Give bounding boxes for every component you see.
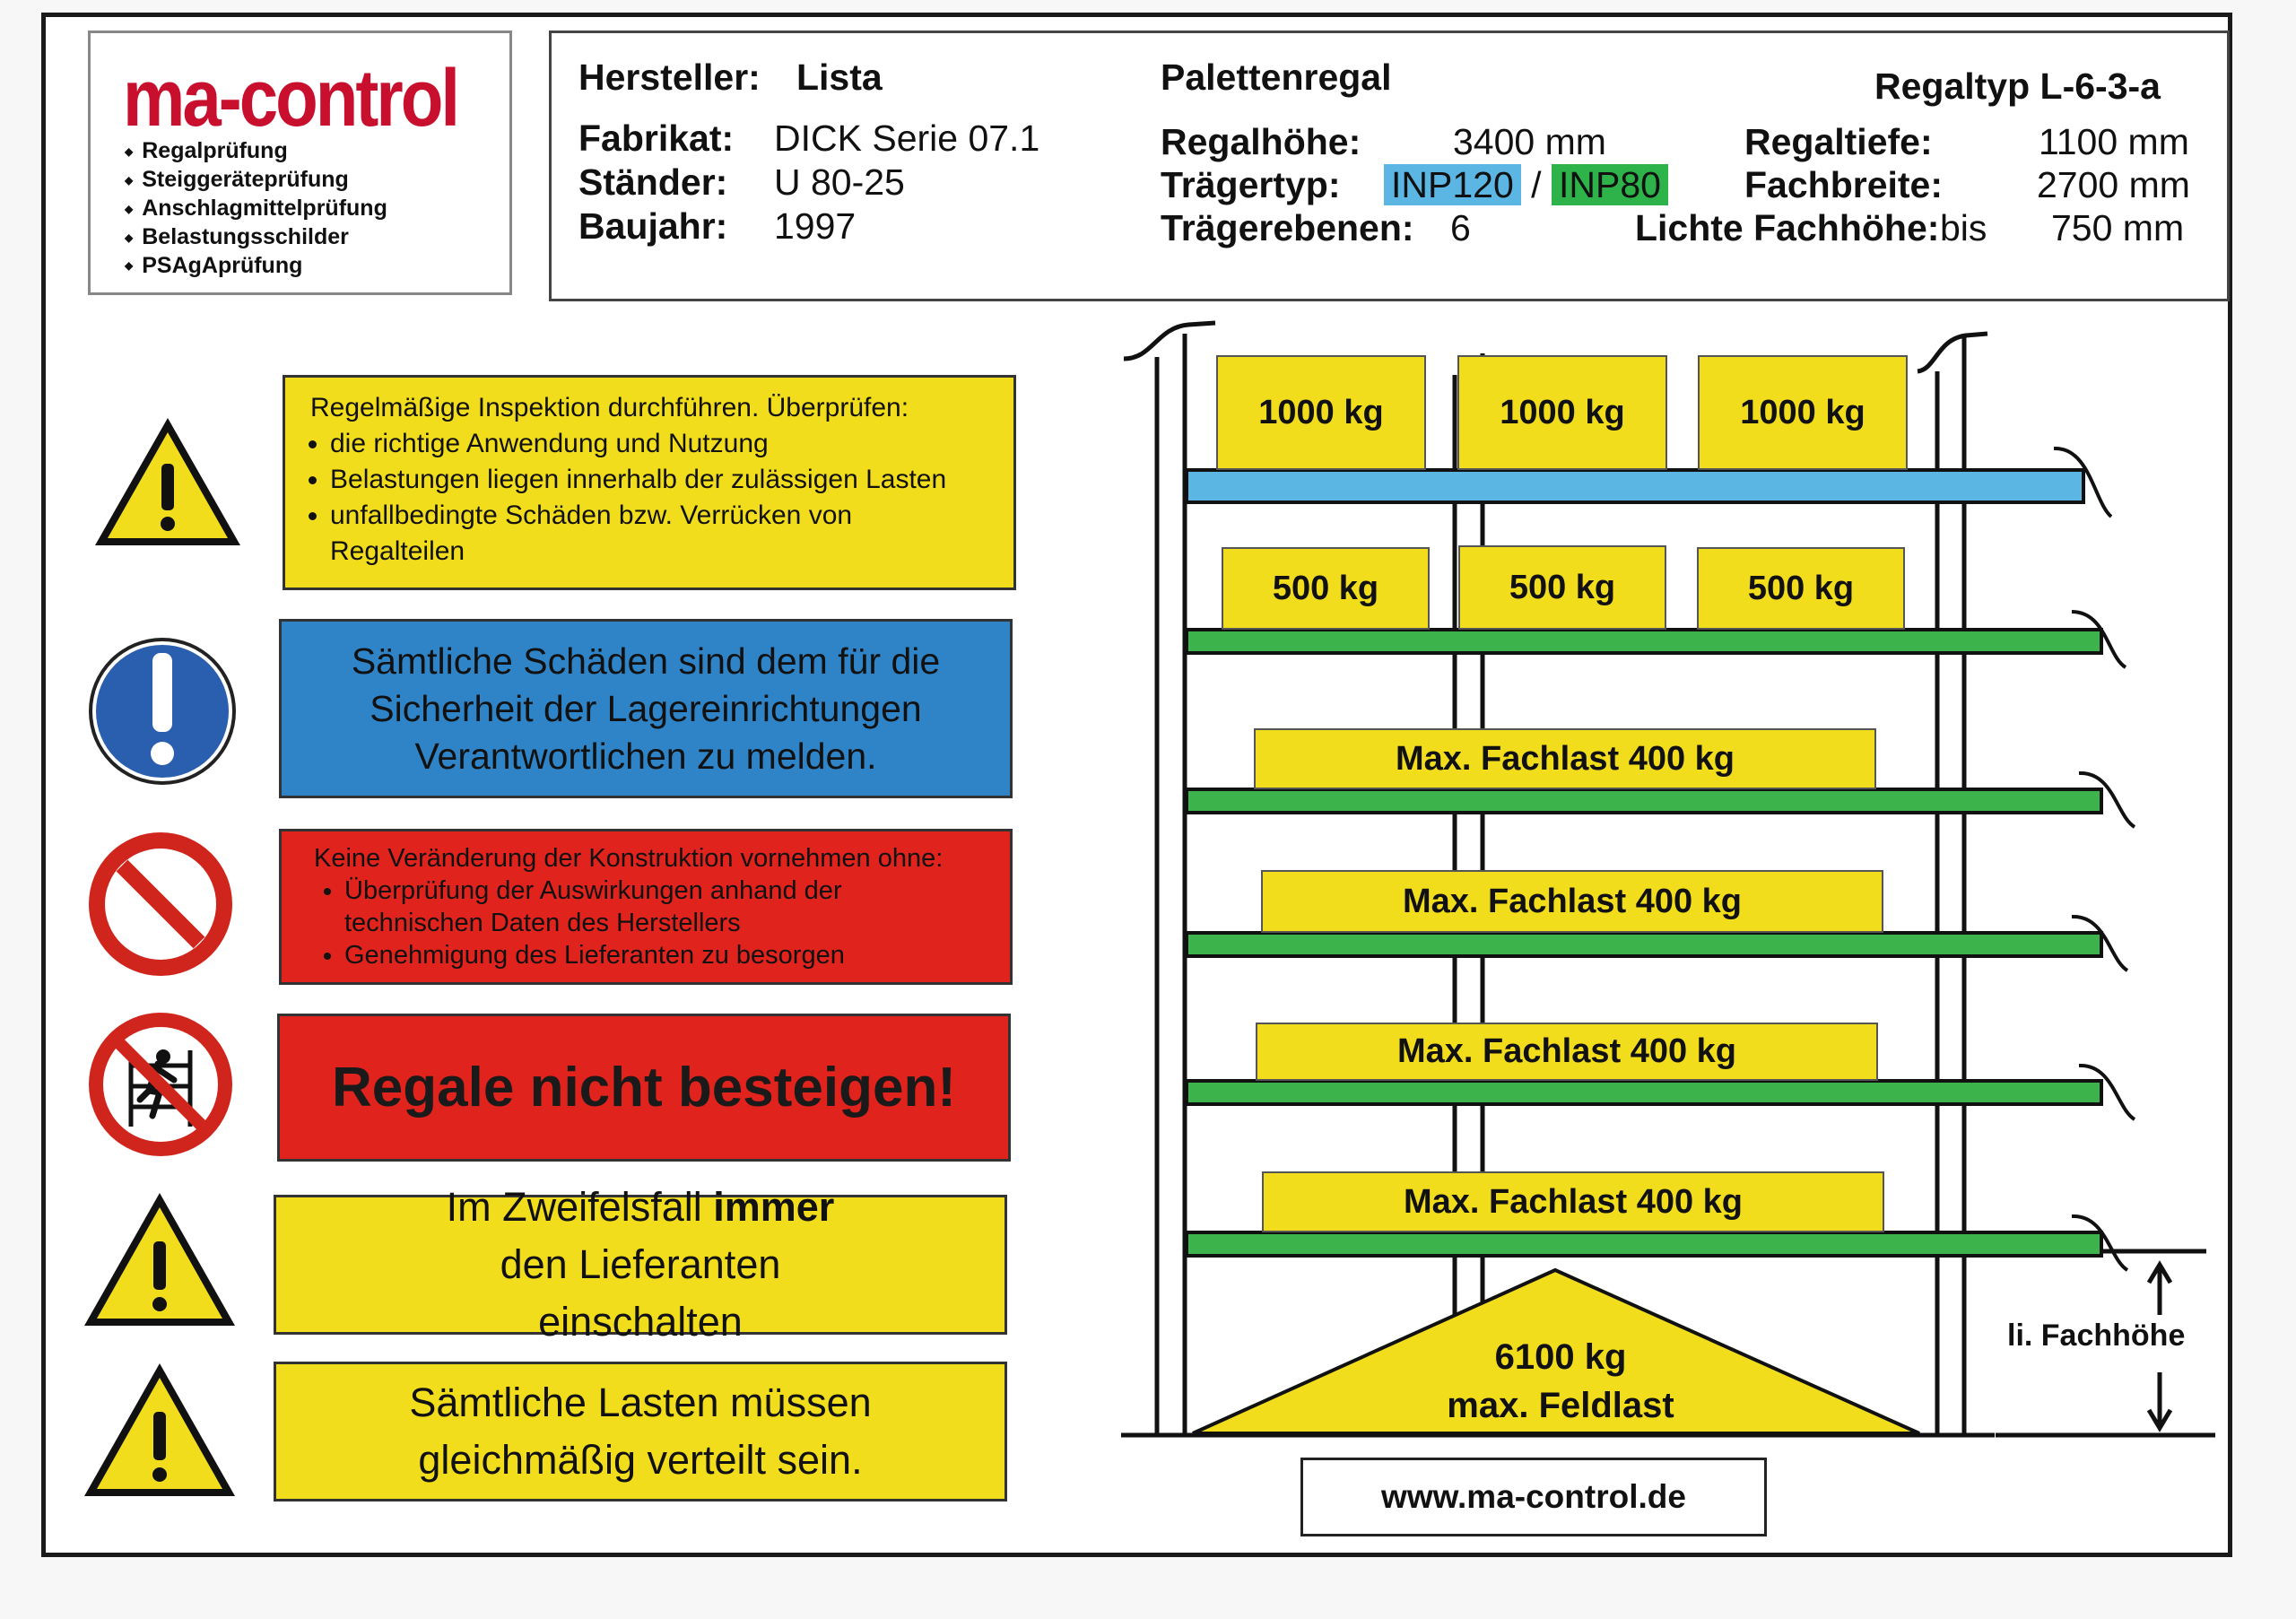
warning-icon	[91, 414, 244, 549]
doubt-text-part: Im Zweifelsfall	[446, 1184, 714, 1230]
feldlast-text: max. Feldlast	[1447, 1386, 1674, 1425]
website-url: www.ma-control.de	[1381, 1478, 1686, 1515]
service-item: ◆ Steiggeräteprüfung	[125, 166, 387, 195]
staender-value: U 80-25	[774, 161, 905, 203]
load-box: 1000 kg	[1457, 355, 1667, 470]
doubt-sign	[274, 1184, 1007, 1345]
fachlast-box: Max. Fachlast 400 kg	[1261, 870, 1883, 933]
fachhoehe-label: li. Fachhöhe	[2002, 1319, 2190, 1354]
doubt-text	[416, 1179, 865, 1351]
lichte-bis: bis	[1940, 207, 1987, 248]
load-box: 500 kg	[1458, 545, 1666, 630]
rack-type-title: Palettenregal	[1161, 57, 1392, 98]
lichte-value: 750 mm	[2051, 207, 2185, 248]
load-box: 1000 kg	[1216, 355, 1426, 470]
feldlast-value: 6100 kg	[1494, 1337, 1627, 1377]
load-box: 1000 kg	[1698, 355, 1908, 470]
website-url-box	[1300, 1458, 1767, 1536]
fachlast-box: Max. Fachlast 400 kg	[1262, 1171, 1884, 1232]
fachlast-box: Max. Fachlast 400 kg	[1256, 1023, 1878, 1081]
no-modification-sign	[279, 829, 1013, 985]
service-item: ◆ Belastungsschilder	[125, 223, 387, 252]
doubt-text-emphasis: immer	[713, 1184, 835, 1230]
regaltiefe-value: 1100 mm	[2039, 121, 2189, 162]
regaltyp: Regaltyp L-6-3-a	[1874, 65, 2161, 107]
damage-report-sign	[279, 619, 1013, 798]
inspection-sign	[283, 375, 1016, 590]
inspection-item: • die richtige Anwendung und Nutzung	[330, 426, 988, 462]
doubt-text-part: den Lieferanten einschalten	[500, 1241, 781, 1345]
fachlast-box: Max. Fachlast 400 kg	[1254, 728, 1876, 789]
fachbreite-label: Fachbreite:	[1744, 164, 1943, 205]
inspection-list	[310, 426, 988, 570]
traegertyp-label: Trägertyp:	[1161, 164, 1341, 205]
regaltiefe-label: Regaltiefe:	[1744, 121, 1933, 162]
inspection-item: • unfallbedingte Schäden bzw. Verrücken von Regalteilen	[330, 498, 988, 570]
load-box: 500 kg	[1222, 547, 1430, 630]
no-modification-list	[314, 875, 978, 971]
loads-text: Sämtliche Lasten müssen gleichmäßig verteilt sein.	[409, 1380, 872, 1483]
loads-sign	[274, 1362, 1007, 1501]
baujahr-value: 1997	[774, 205, 857, 247]
services-list	[125, 137, 387, 280]
service-item: ◆ Anschlagmittelprüfung	[125, 195, 387, 223]
traegertyp-inp120: INP120	[1384, 164, 1521, 205]
traegertyp-inp80: INP80	[1552, 164, 1668, 205]
feldlast-label	[1381, 1333, 1740, 1430]
no-modification-text	[314, 842, 978, 971]
traegerebenen-label: Trägerebenen:	[1161, 207, 1414, 248]
staender-label: Ständer:	[578, 161, 728, 203]
traegertyp-separator: /	[1531, 164, 1542, 205]
hersteller-label: Hersteller:	[578, 57, 761, 98]
no-climbing-icon	[86, 1010, 235, 1159]
traegerebenen-value: 6	[1450, 207, 1471, 248]
traegertyp-values	[1384, 164, 1668, 206]
warning-icon	[81, 1360, 239, 1500]
warning-icon	[81, 1189, 239, 1329]
mandatory-info-icon	[86, 635, 239, 788]
service-item: ◆ PSAgAprüfung	[125, 252, 387, 281]
prohibition-icon	[86, 830, 235, 979]
load-box: 500 kg	[1697, 547, 1905, 630]
logo-box	[88, 30, 512, 295]
fachbreite-value: 2700 mm	[2037, 164, 2190, 205]
no-modification-item: • Überprüfung der Auswirkungen anhand der technischen Daten des Herstellers	[344, 875, 978, 939]
rack-info-box	[549, 30, 2230, 301]
lichte-label: Lichte Fachhöhe:	[1635, 207, 1940, 248]
inspection-intro: Regelmäßige Inspektion durchführen. Überprüfen:	[310, 393, 909, 422]
regalhoehe-value: 3400 mm	[1453, 121, 1606, 162]
inspection-text	[310, 390, 988, 570]
no-modification-item: • Genehmigung des Lieferanten zu besorgen	[344, 939, 978, 971]
inspection-item: • Belastungen liegen innerhalb der zulässigen Lasten	[330, 462, 988, 498]
service-item: ◆ Regalprüfung	[125, 137, 387, 166]
brand-logo: ma-control	[123, 52, 458, 144]
no-modification-intro: Keine Veränderung der Konstruktion vornehmen ohne:	[314, 844, 944, 873]
fabrikat-label: Fabrikat:	[578, 118, 735, 159]
fabrikat-value: DICK Serie 07.1	[774, 118, 1040, 159]
no-climbing-text: Regale nicht besteigen!	[332, 1057, 956, 1119]
baujahr-label: Baujahr:	[578, 205, 728, 247]
hersteller-value: Lista	[796, 57, 883, 98]
damage-report-text: Sämtliche Schäden sind dem für die Sicherheit der Lagereinrichtungen Verantwortlichen zu melden.	[351, 640, 941, 777]
regalhoehe-label: Regalhöhe:	[1161, 121, 1361, 162]
no-climbing-sign	[277, 1014, 1011, 1162]
